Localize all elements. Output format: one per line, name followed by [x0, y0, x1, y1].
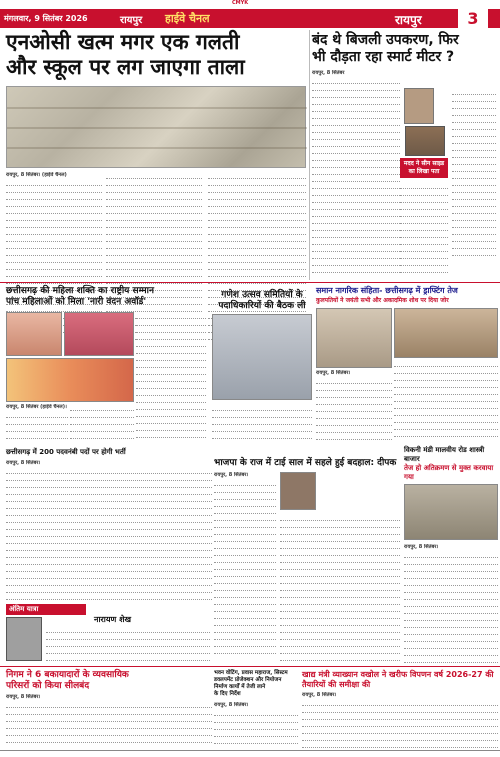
issue-date: मंगलवार, 9 सितंबर 2026 [4, 14, 88, 23]
ucc-photo-1 [316, 308, 392, 368]
ucc-subheadline: कुलपतियों ने जयंती सभी और अकादमिक शोध पर दिया जोर [316, 297, 449, 304]
award-group-photo [6, 358, 134, 402]
encroachment-headline-line2: तेज हो अतिक्रमण से मुक्त करवाया गया [404, 464, 494, 481]
women-award-column-3 [70, 404, 134, 444]
sealing-column [6, 694, 212, 748]
encroachment-column [404, 544, 498, 664]
municipal-headline-line4: के दिए निर्देश [214, 691, 241, 697]
right-top-column-1 [312, 70, 400, 276]
sealing-byline: रायपुर, 8 सितंबर। [6, 694, 41, 700]
lead-byline: रायपुर, 8 सितंबर। [6, 172, 41, 178]
municipal-headline [214, 670, 298, 698]
municipal-column [214, 702, 298, 748]
women-award-column-2 [6, 404, 68, 444]
encroachment-photo [404, 484, 498, 540]
award-photo-1 [6, 312, 62, 356]
bjp-byline: रायपुर, 8 सितंबर। [214, 472, 249, 478]
print-logo: CMYK [232, 0, 249, 6]
women-award-column-1 [136, 312, 206, 444]
consumer-photo [405, 126, 445, 156]
right-top-headline-line1: बंद थे बिजली उपकरण, फिर [312, 32, 459, 48]
photo-desk-row [7, 127, 307, 129]
obituary-photo [6, 617, 42, 661]
exam-hall-photo [6, 86, 306, 168]
kharif-byline: रायपुर, 8 सितंबर। [302, 692, 337, 698]
sealing-headline [6, 670, 212, 692]
right-top-callout: मदद ने सीन साइड का लिखा पता [400, 158, 448, 178]
section-rule [0, 666, 500, 667]
ucc-column-2 [394, 360, 498, 444]
leader-photo [280, 472, 316, 510]
page-number: 3 [458, 9, 488, 28]
photo-desk-row [7, 107, 307, 109]
encroachment-headline [404, 446, 498, 482]
obituary-label: अंतिम यात्रा [6, 604, 86, 615]
posts-headline: छत्तीसगढ़ में 200 पदवनंबी पदों पर होगी भर्ती [6, 448, 126, 456]
right-top-column-3 [400, 182, 448, 276]
women-award-byline: रायपुर, 8 सितंबर (हाईवे चैनल)। [6, 404, 67, 410]
municipal-headline-line2: डवलपमेंट प्रोजेक्शन और नियोजन [214, 677, 282, 683]
footer-rule [0, 750, 500, 751]
edition-city-right: रायपुर [395, 13, 422, 27]
posts-byline: रायपुर, 8 सितंबर। [6, 460, 41, 466]
right-top-column-2 [452, 88, 496, 276]
edition-city-left: रायपुर [120, 15, 143, 26]
award-photo-2 [64, 312, 134, 356]
lead-headline-line2: और स्कूल पर लग जाएगा ताला [6, 55, 245, 79]
encroachment-headline-line1: विकनी मंडी मालवीय रोड शास्त्री बाजार [404, 446, 485, 463]
ucc-headline-line1: समान नागरिक संहिता- छत्तीसगढ़ में ड्राफ्टिंग तेज [316, 286, 458, 295]
obituary-column [46, 626, 210, 664]
newspaper-brand: हाईवे चैनल [165, 12, 210, 25]
municipal-headline-line1: भवन वोटिंग, प्रवास महाराज, सिस्टम [214, 670, 288, 676]
lead-byline-2: (हाईवे चैनल) [41, 172, 67, 178]
ucc-headline [316, 286, 498, 296]
women-award-headline-line1: छत्तीसगढ़ की महिला शक्ति का राष्ट्रीय सम्मान [6, 286, 154, 296]
ganesh-meeting-headline-line2: पदाधिकारियों की बैठक ली [218, 301, 306, 311]
kharif-headline: खाद्य मंत्री व्याख्यान वखोल ने खरीफ विपणन वर्ष 2026-27 की तैयारियों की समीक्षा की [302, 670, 494, 689]
meter-reader-photo [404, 88, 434, 124]
ganesh-meeting-column [212, 404, 312, 444]
bjp-column-2 [280, 514, 400, 664]
bjp-headline: भाजपा के राज में टाई साल में सहले हुई बदहाल: दीपक [214, 458, 397, 468]
ganesh-meeting-headline [212, 290, 312, 312]
photo-desk-row [7, 147, 307, 149]
lead-headline-line1: एनओसी खत्म मगर एक गलती [6, 30, 240, 54]
ucc-byline: रायपुर, 8 सितंबर। [316, 370, 351, 376]
obituary-name: नारायण शेख [94, 615, 132, 624]
ucc-photo-2 [394, 308, 498, 358]
column-divider [309, 30, 310, 280]
kharif-column [302, 692, 498, 748]
municipal-byline: रायपुर, 8 सितंबर। [214, 702, 249, 708]
sealing-headline-line1: निगम ने 6 बकायादारों के व्यवसायिक [6, 670, 129, 680]
ganesh-meeting-headline-line1: गणेश उत्सव समितियों के [221, 290, 303, 300]
municipal-headline-line3: निर्माण कार्यों में तेजी लाने [214, 684, 266, 690]
sealing-headline-line2: परिसरों को किया सीलबंद [6, 681, 90, 691]
right-top-headline [312, 32, 496, 66]
women-award-headline [6, 286, 206, 308]
lead-headline [6, 30, 306, 80]
bjp-column-1 [214, 472, 276, 664]
ucc-column-1 [316, 370, 392, 444]
right-top-byline: रायपुर, 8 सितंबर [312, 70, 345, 76]
ganesh-meeting-photo [212, 314, 312, 400]
posts-column [6, 460, 212, 600]
page-header [0, 9, 500, 28]
right-top-headline-line2: भी दौड़ता रहा स्मार्ट मीटर ? [312, 49, 455, 65]
women-award-headline-line2: पांच महिलाओं को मिला 'नारी वंदन अवॉर्ड' [6, 297, 147, 307]
section-rule [0, 282, 500, 283]
masthead-strip [0, 0, 500, 8]
encroachment-byline: रायपुर, 8 सितंबर। [404, 544, 439, 550]
